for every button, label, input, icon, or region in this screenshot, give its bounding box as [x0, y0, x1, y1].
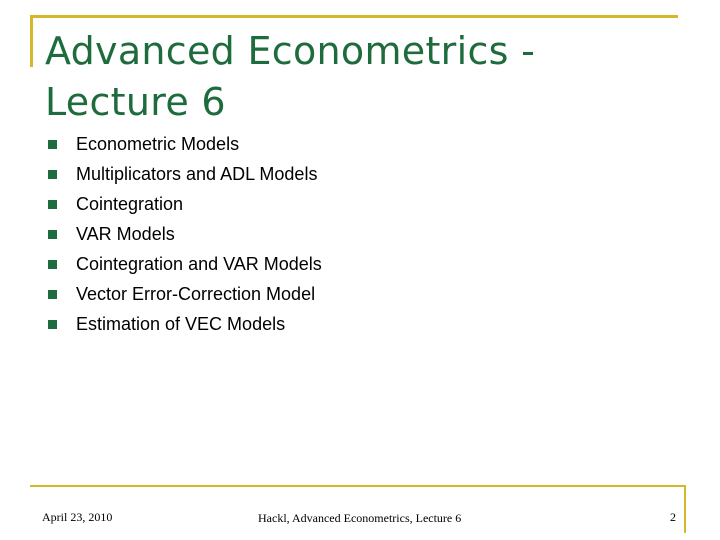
bullet-item: [47, 309, 322, 339]
bullet-item: [47, 249, 322, 279]
frame-right-line: [684, 485, 686, 533]
bullet-item: [47, 219, 322, 249]
frame-top-line: [30, 15, 678, 18]
square-bullet-icon: [48, 170, 57, 179]
bullet-item: [47, 279, 322, 309]
bullet-list: [47, 129, 322, 339]
footer-title: Hackl, Advanced Econometrics, Lecture 6: [258, 511, 462, 525]
bullet-item: [47, 129, 322, 159]
square-bullet-icon: [48, 140, 57, 149]
bullet-text: Multiplicators and ADL Models: [76, 163, 318, 184]
bullet-text: VAR Models: [76, 223, 175, 244]
bullet-text: Cointegration and VAR Models: [76, 253, 322, 274]
slide-title-line-2: Lecture 6: [45, 80, 226, 124]
slide-title: [45, 26, 685, 128]
slide-title-line-1: Advanced Econometrics -: [45, 29, 536, 73]
square-bullet-icon: [48, 200, 57, 209]
bullet-text: Estimation of VEC Models: [76, 313, 286, 334]
bullet-text: Cointegration: [76, 193, 184, 214]
page-number: 2: [670, 510, 676, 524]
frame-bottom-line: [30, 485, 686, 487]
bullet-text: Econometric Models: [76, 133, 240, 154]
square-bullet-icon: [48, 260, 57, 269]
bullet-item: [47, 159, 322, 189]
bullet-item: [47, 189, 322, 219]
square-bullet-icon: [48, 290, 57, 299]
bullet-text: Vector Error-Correction Model: [76, 283, 316, 304]
footer-date: April 23, 2010: [42, 510, 113, 524]
frame-left-line: [30, 15, 33, 67]
square-bullet-icon: [48, 230, 57, 239]
square-bullet-icon: [48, 320, 57, 329]
